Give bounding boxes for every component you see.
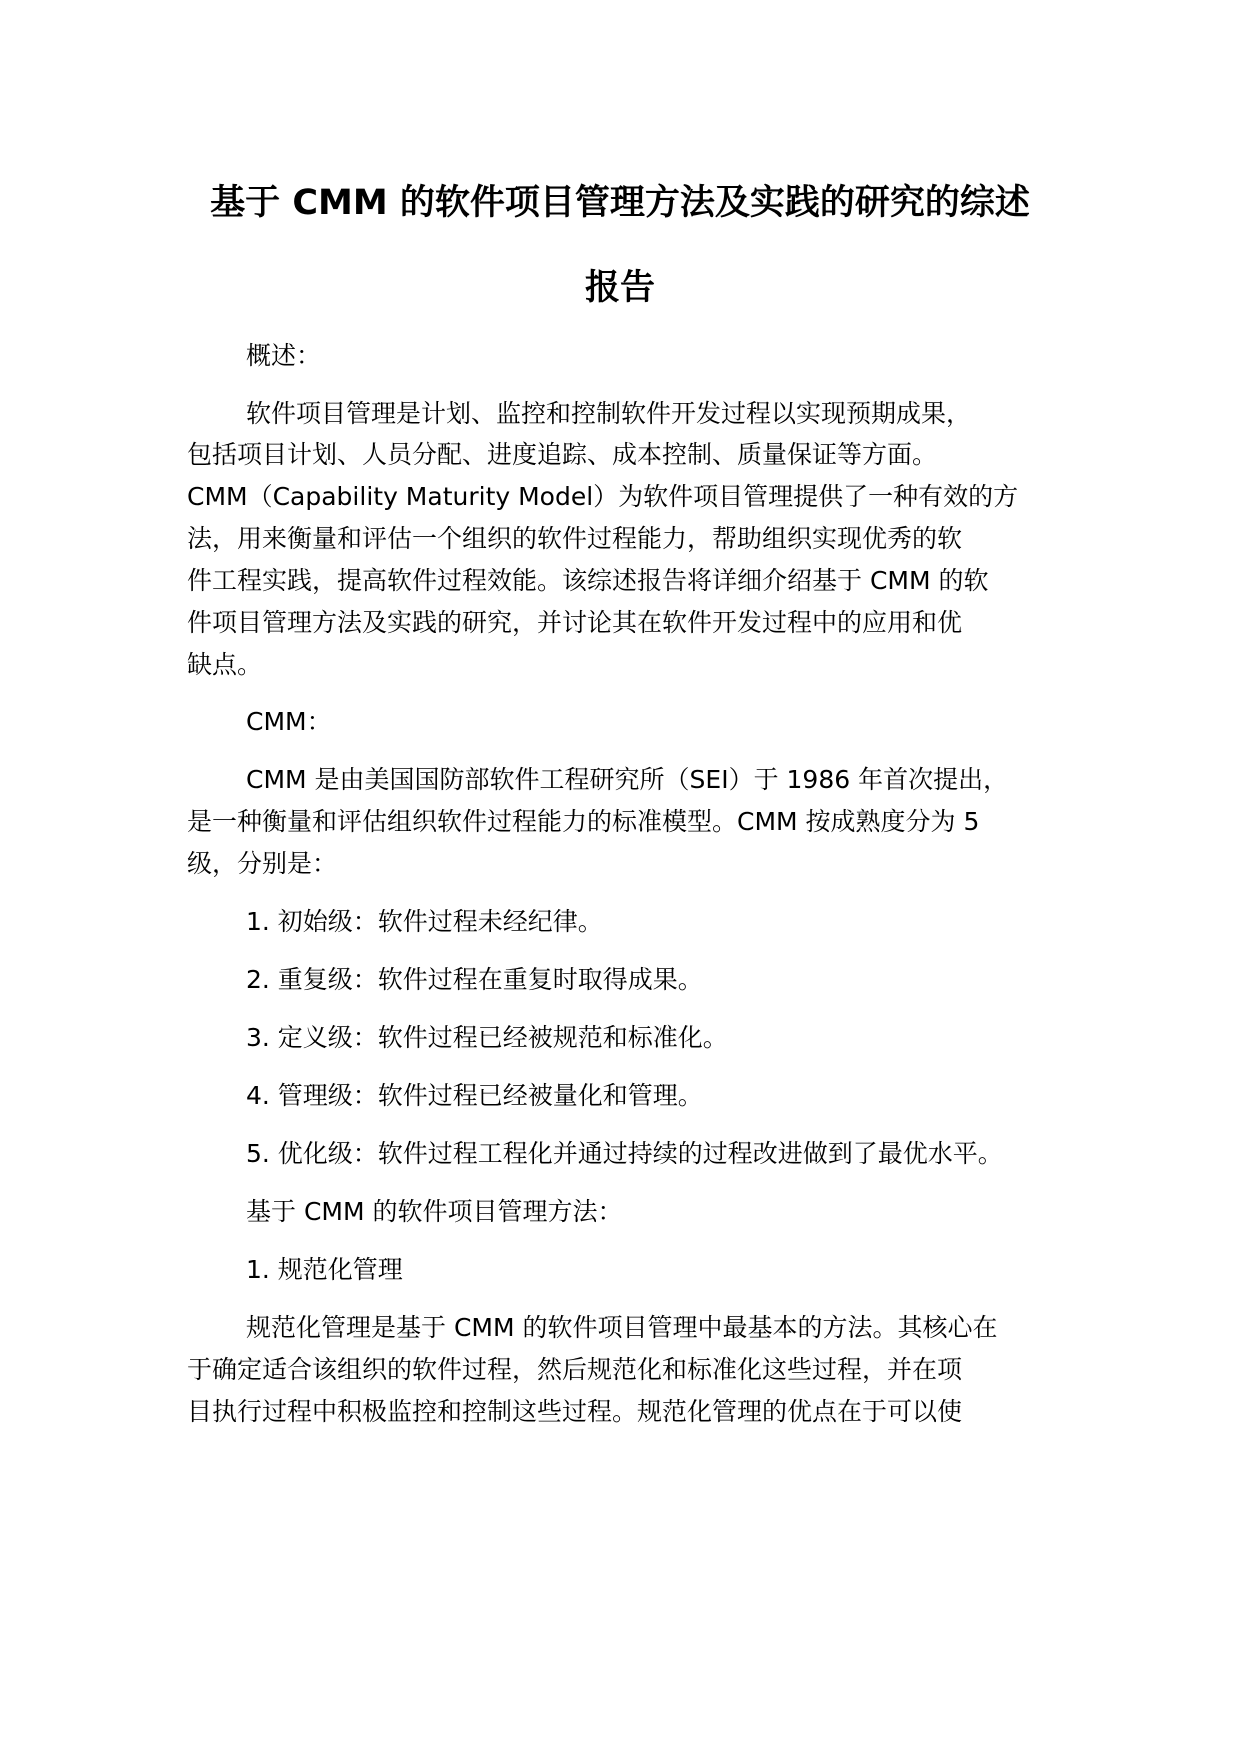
- cmm-line-1: CMM 是由美国国防部软件工程研究所（SEI）于 1986 年首次提出，: [246, 765, 1009, 794]
- overview-line-4: 法，用来衡量和评估一个组织的软件过程能力，帮助组织实现优秀的软: [187, 524, 963, 553]
- level-item-3: 3. 定义级：软件过程已经被规范和标准化。: [246, 1023, 728, 1052]
- method-1-line-2: 于确定适合该组织的软件过程，然后规范化和标准化这些过程，并在项: [187, 1355, 963, 1384]
- overview-line-6: 件项目管理方法及实践的研究，并讨论其在软件开发过程中的应用和优: [187, 608, 963, 637]
- overview-line-5: 件工程实践，提高软件过程效能。该综述报告将详细介绍基于 CMM 的软: [187, 566, 989, 595]
- document-title-line-2: 报告: [584, 268, 655, 308]
- level-item-5: 5. 优化级：软件过程工程化并通过持续的过程改进做到了最优水平。: [246, 1139, 1003, 1168]
- cmm-heading: CMM：: [246, 707, 332, 736]
- overview-line-3: CMM（Capability Maturity Model）为软件项目管理提供了一种有效的方: [187, 482, 1019, 511]
- method-1-line-1: 规范化管理是基于 CMM 的软件项目管理中最基本的方法。其核心在: [246, 1313, 998, 1342]
- document-title-line-1: 基于 CMM 的软件项目管理方法及实践的研究的综述: [210, 183, 1030, 223]
- method-1-heading: 1. 规范化管理: [246, 1255, 403, 1284]
- level-item-2: 2. 重复级：软件过程在重复时取得成果。: [246, 965, 703, 994]
- methods-heading: 基于 CMM 的软件项目管理方法：: [246, 1197, 623, 1226]
- level-item-4: 4. 管理级：软件过程已经被量化和管理。: [246, 1081, 703, 1110]
- overview-heading: 概述：: [246, 341, 322, 370]
- overview-line-2: 包括项目计划、人员分配、进度追踪、成本控制、质量保证等方面。: [187, 440, 938, 469]
- overview-line-7: 缺点。: [187, 650, 263, 679]
- overview-line-1: 软件项目管理是计划、监控和控制软件开发过程以实现预期成果，: [246, 399, 972, 428]
- level-item-1: 1. 初始级：软件过程未经纪律。: [246, 907, 603, 936]
- cmm-line-3: 级，分别是：: [187, 849, 338, 878]
- method-1-line-3: 目执行过程中积极监控和控制这些过程。规范化管理的优点在于可以使: [187, 1397, 963, 1426]
- cmm-line-2: 是一种衡量和评估组织软件过程能力的标准模型。CMM 按成熟度分为 5: [187, 807, 980, 836]
